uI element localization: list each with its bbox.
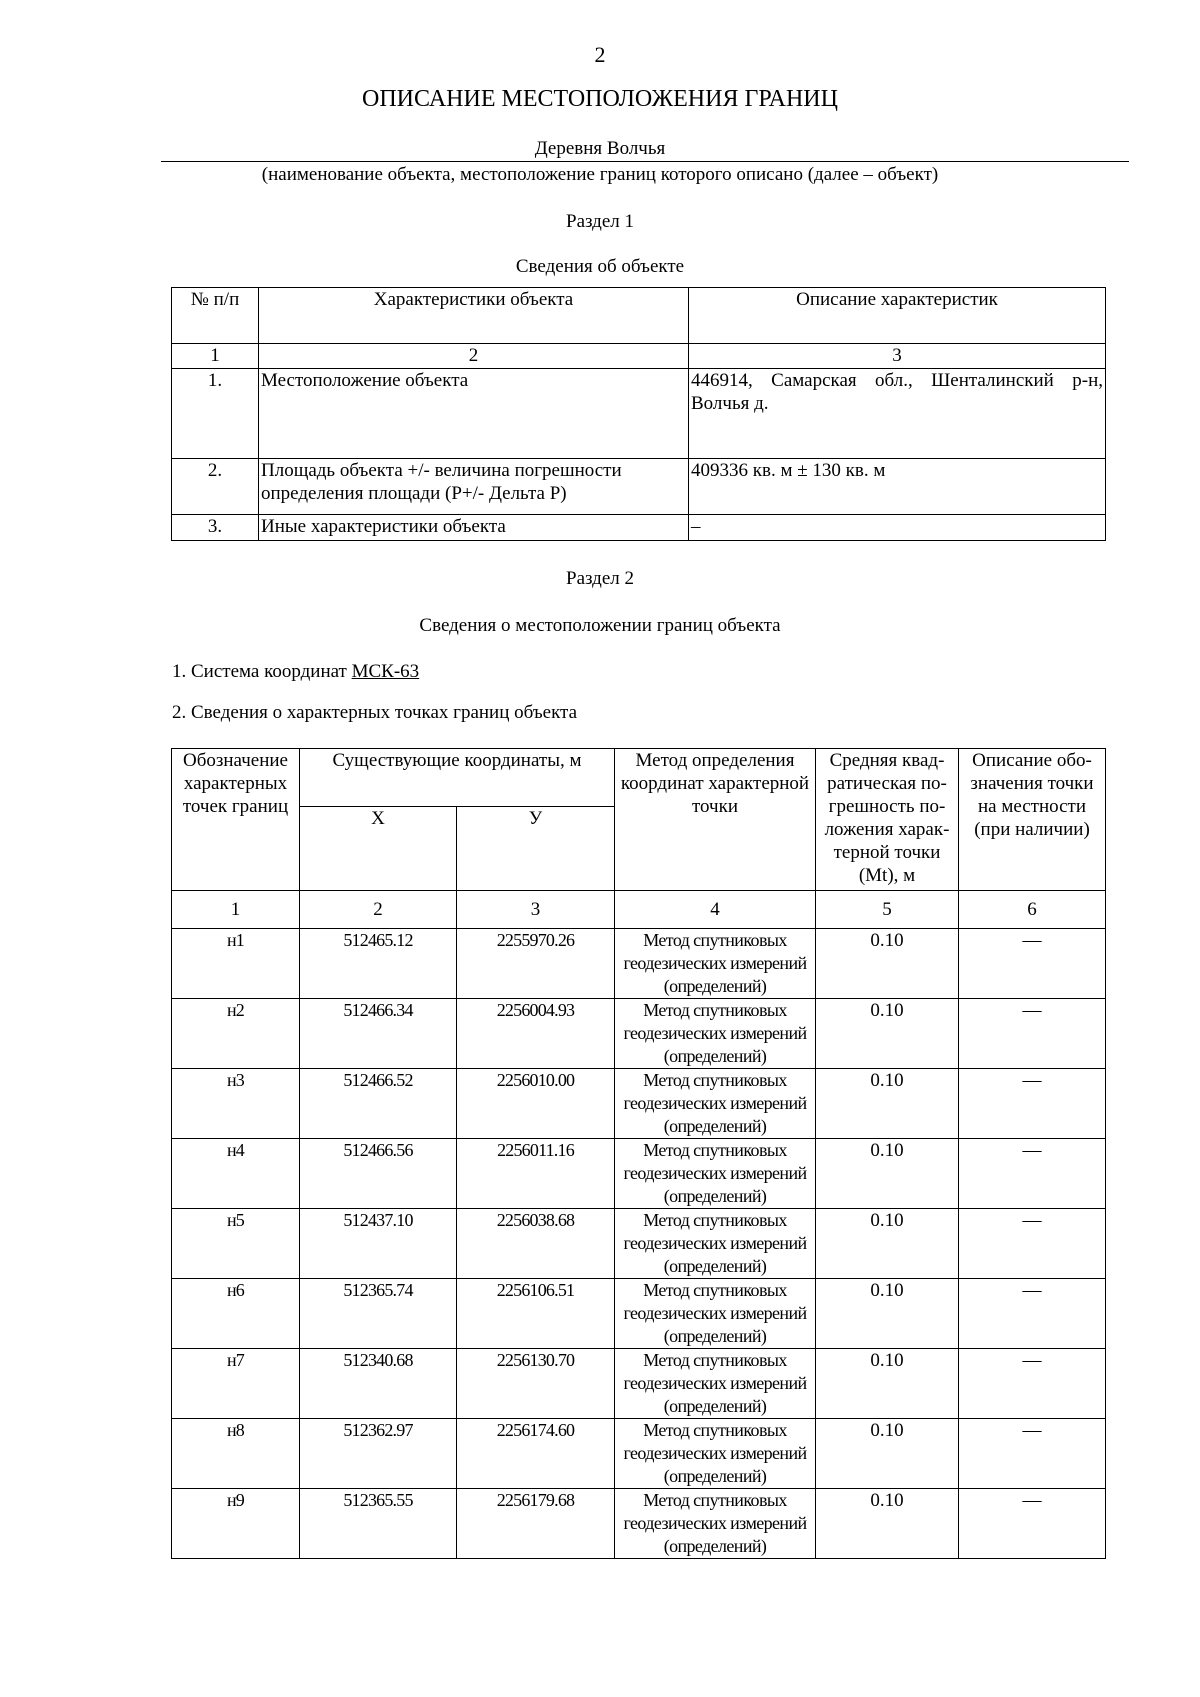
table-row — [172, 1489, 1106, 1559]
row-value: – — [689, 515, 1106, 541]
table-row — [172, 1209, 1106, 1279]
row-characteristic: Площадь объекта +/- величина погрешности определения площади (Р+/- Дельта Р) — [259, 459, 689, 515]
section2-title: Раздел 2 — [566, 568, 634, 589]
header-point-description: Описание обозначения точки на местности (при наличии) — [959, 749, 1106, 891]
point-mt: 0.10 — [816, 1349, 959, 1419]
point-y: 2256004.93 — [457, 999, 615, 1069]
point-y: 2256106.51 — [457, 1279, 615, 1349]
point-mt: 0.10 — [816, 1069, 959, 1139]
page-number: 2 — [594, 42, 606, 67]
col-number: 6 — [959, 891, 1106, 929]
row-number: 1. — [172, 369, 259, 459]
point-mt: 0.10 — [816, 1419, 959, 1489]
point-mt: 0.10 — [816, 1209, 959, 1279]
point-x: 512466.56 — [300, 1139, 457, 1209]
coordinate-system-line — [172, 661, 419, 683]
table-row — [172, 369, 1106, 459]
table-header-row — [172, 749, 1106, 807]
col-number: 4 — [615, 891, 816, 929]
point-description: — — [959, 1489, 1106, 1559]
point-y: 2255970.26 — [457, 929, 615, 999]
point-method: Метод спутниковых геодезических измерений (определений) — [615, 1069, 816, 1139]
point-method: Метод спутниковых геодезических измерений (определений) — [615, 1209, 816, 1279]
point-method: Метод спутниковых геодезических измерений (определений) — [615, 1349, 816, 1419]
point-x: 512340.68 — [300, 1349, 457, 1419]
point-method: Метод спутниковых геодезических измерений (определений) — [615, 1139, 816, 1209]
coordinate-system-value: МСК-63 — [351, 661, 420, 682]
row-number: 2. — [172, 459, 259, 515]
table-row — [172, 1419, 1106, 1489]
point-description: — — [959, 1349, 1106, 1419]
header-description: Описание характеристик — [689, 288, 1106, 344]
col-number: 1 — [172, 344, 259, 369]
point-x: 512466.34 — [300, 999, 457, 1069]
col-number: 3 — [689, 344, 1106, 369]
table-row — [172, 999, 1106, 1069]
header-existing-coordinates: Существующие координаты, м — [300, 749, 615, 807]
table-row — [172, 459, 1106, 515]
table-row — [172, 1349, 1106, 1419]
point-name: н9 — [172, 1489, 300, 1559]
col-number: 1 — [172, 891, 300, 929]
point-method: Метод спутниковых геодезических измерений (определений) — [615, 1489, 816, 1559]
header-y: У — [457, 807, 615, 891]
table-row — [172, 1279, 1106, 1349]
col-number: 2 — [300, 891, 457, 929]
point-method: Метод спутниковых геодезических измерений (определений) — [615, 1419, 816, 1489]
point-mt: 0.10 — [816, 1489, 959, 1559]
row-characteristic: Местоположение объекта — [259, 369, 689, 459]
point-name: н4 — [172, 1139, 300, 1209]
point-method: Метод спутниковых геодезических измерений (определений) — [615, 1279, 816, 1349]
point-name: н1 — [172, 929, 300, 999]
point-y: 2256179.68 — [457, 1489, 615, 1559]
table-row — [172, 515, 1106, 541]
col-number: 3 — [457, 891, 615, 929]
table-row — [172, 1139, 1106, 1209]
header-characteristic: Характеристики объекта — [259, 288, 689, 344]
row-value: 409336 кв. м ± 130 кв. м — [689, 459, 1106, 515]
header-number: № п/п — [172, 288, 259, 344]
header-method: Метод определения координат характерной точки — [615, 749, 816, 891]
point-x: 512365.55 — [300, 1489, 457, 1559]
point-description: — — [959, 1139, 1106, 1209]
point-y: 2256038.68 — [457, 1209, 615, 1279]
coordinate-system-label: 1. Система координат — [172, 661, 352, 682]
point-x: 512466.52 — [300, 1069, 457, 1139]
point-x: 512362.97 — [300, 1419, 457, 1489]
point-name: н3 — [172, 1069, 300, 1139]
point-x: 512437.10 — [300, 1209, 457, 1279]
col-number: 2 — [259, 344, 689, 369]
section1-title: Раздел 1 — [566, 211, 634, 232]
point-name: н6 — [172, 1279, 300, 1349]
point-name: н7 — [172, 1349, 300, 1419]
point-y: 2256174.60 — [457, 1419, 615, 1489]
table-row — [172, 929, 1106, 999]
point-description: — — [959, 1279, 1106, 1349]
col-number: 5 — [816, 891, 959, 929]
point-name: н8 — [172, 1419, 300, 1489]
point-description: — — [959, 1419, 1106, 1489]
header-x: X — [300, 807, 457, 891]
point-name: н2 — [172, 999, 300, 1069]
point-description: — — [959, 929, 1106, 999]
document-title: ОПИСАНИЕ МЕСТОПОЛОЖЕНИЯ ГРАНИЦ — [362, 86, 838, 112]
point-description: — — [959, 1069, 1106, 1139]
object-name-underline — [161, 161, 1129, 162]
point-method: Метод спутниковых геодезических измерений (определений) — [615, 929, 816, 999]
point-mt: 0.10 — [816, 999, 959, 1069]
object-name: Деревня Волчья — [534, 138, 666, 159]
point-mt: 0.10 — [816, 929, 959, 999]
point-x: 512465.12 — [300, 929, 457, 999]
point-y: 2256130.70 — [457, 1349, 615, 1419]
point-method: Метод спутниковых геодезических измерений (определений) — [615, 999, 816, 1069]
object-name-caption: (наименование объекта, местоположение границ которого описано (далее – объект) — [261, 164, 939, 185]
row-value: 446914, Самарская обл., Шенталинский р-н, Волчья д. — [689, 369, 1106, 459]
section1-subtitle: Сведения об объекте — [515, 256, 685, 277]
row-characteristic: Иные характеристики объекта — [259, 515, 689, 541]
point-description: — — [959, 1209, 1106, 1279]
row-number: 3. — [172, 515, 259, 541]
point-mt: 0.10 — [816, 1139, 959, 1209]
column-numbers-row — [172, 344, 1106, 369]
boundary-points-table — [171, 748, 1106, 1559]
section2-subtitle: Сведения о местоположении границ объекта — [419, 615, 781, 636]
point-y: 2256011.16 — [457, 1139, 615, 1209]
table-header-row — [172, 288, 1106, 344]
point-y: 2256010.00 — [457, 1069, 615, 1139]
point-name: н5 — [172, 1209, 300, 1279]
table-row — [172, 1069, 1106, 1139]
column-numbers-row — [172, 891, 1106, 929]
point-mt: 0.10 — [816, 1279, 959, 1349]
point-description: — — [959, 999, 1106, 1069]
header-point-designation: Обозначение характерных точек границ — [172, 749, 300, 891]
point-x: 512365.74 — [300, 1279, 457, 1349]
header-mt: Средняя квадратическая погрешность положения характерной точки (Mt), м — [816, 749, 959, 891]
points-label: 2. Сведения о характерных точках границ объекта — [172, 702, 578, 723]
points-body — [172, 929, 1106, 1559]
object-info-table — [171, 287, 1106, 541]
